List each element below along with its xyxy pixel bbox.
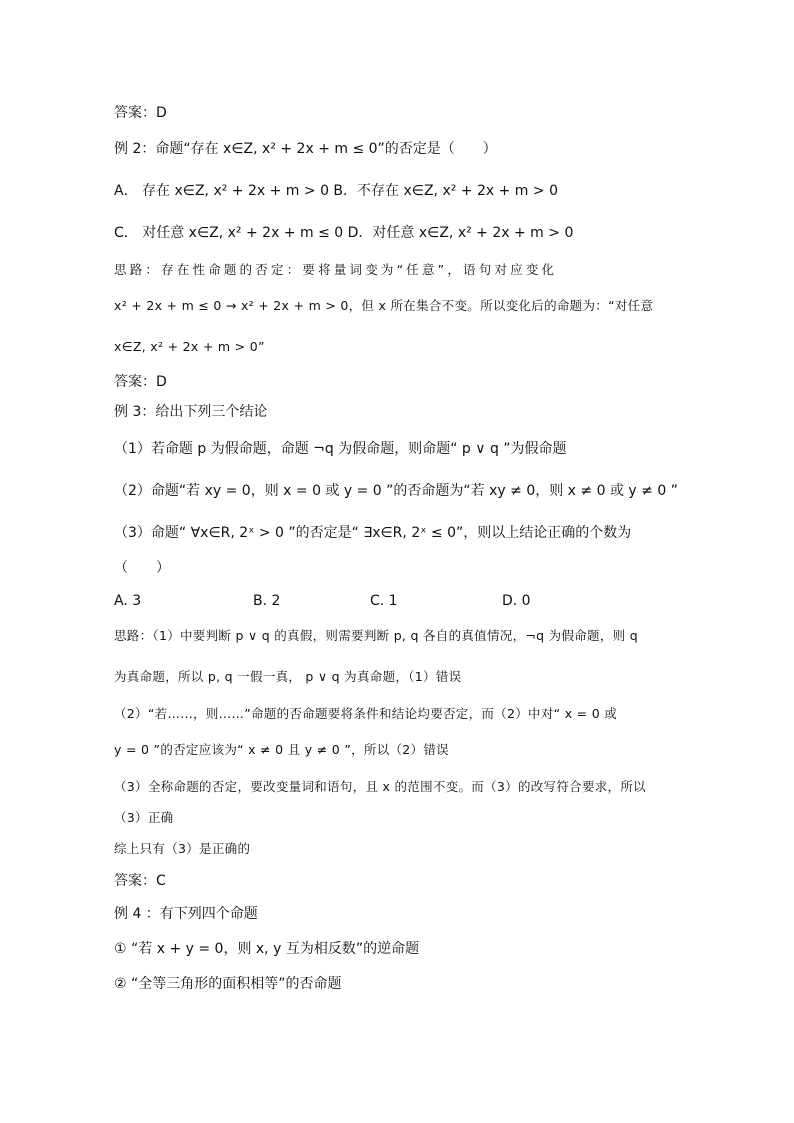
- example-3-thinking-line: 思路：（1）中要判断 p ∨ q 的真假，则需要判断 p, q 各自的真值情况，¬q 为假命题，则 q: [114, 628, 638, 643]
- example-3-thinking-line: （3）全称命题的否定，要改变量词和语句，且 x 的范围不变。而（3）的改写符合要求，所以: [114, 779, 646, 794]
- example-3-paren: （ ）: [114, 560, 170, 576]
- example-3-option-a: A. 3: [114, 593, 142, 609]
- example-2-thinking-line: x∈Z, x² + 2x + m > 0”: [114, 339, 265, 354]
- example-2-options-ab: A． 存在 x∈Z, x² + 2x + m > 0 B．不存在 x∈Z, x² + 2x + m > 0: [114, 183, 558, 199]
- example-3-thinking-line: y = 0 ”的否定应该为“ x ≠ 0 且 y ≠ 0 ”，所以（2）错误: [114, 742, 449, 757]
- example-3-title: 例 3：给出下列三个结论: [114, 404, 268, 420]
- answer-line: 答案：D: [114, 105, 167, 121]
- example-3-thinking-line: 综上只有（3）是正确的: [114, 841, 251, 856]
- example-3-option-d: D. 0: [502, 593, 531, 609]
- example-3-thinking-line: （2）“若……，则……”命题的否命题要将条件和结论均要否定，而（2）中对“ x = 0 或: [114, 706, 618, 721]
- example-3-thinking-line: （3）正确: [114, 810, 174, 825]
- example-2-thinking-line: x² + 2x + m ≤ 0 → x² + 2x + m > 0，但 x 所在集合不变。所以变化后的命题为：“对任意: [114, 298, 654, 313]
- example-4-item-1: ① “若 x + y = 0，则 x, y 互为相反数”的逆命题: [114, 941, 420, 957]
- example-4-title: 例 4 ：有下列四个命题: [114, 906, 258, 922]
- answer-line: 答案：C: [114, 873, 166, 889]
- example-2-options-cd: C． 对任意 x∈Z, x² + 2x + m ≤ 0 D．对任意 x∈Z, x² + 2x + m > 0: [114, 225, 574, 241]
- example-3-statement-2: （2）命题“若 xy = 0，则 x = 0 或 y = 0 ”的否命题为“若 xy ≠ 0，则 x ≠ 0 或 y ≠ 0 ”: [114, 483, 678, 499]
- example-3-option-b: B. 2: [253, 593, 281, 609]
- example-3-statement-1: （1）若命题 p 为假命题，命题 ¬q 为假命题，则命题“ p ∨ q ”为假命题: [114, 441, 567, 457]
- example-2-thinking-line: 思路：存在性命题的否定：要将量词变为“任意”，语句对应变化: [114, 262, 558, 277]
- example-3-thinking-line: 为真命题，所以 p, q 一假一真， p ∨ q 为真命题，（1）错误: [114, 669, 462, 684]
- example-4-item-2: ② “全等三角形的面积相等”的否命题: [114, 976, 342, 992]
- answer-line: 答案：D: [114, 374, 167, 390]
- example-2-question: 例 2：命题“存在 x∈Z, x² + 2x + m ≤ 0”的否定是（ ）: [114, 141, 497, 157]
- example-3-option-c: C. 1: [370, 593, 398, 609]
- example-3-statement-3: （3）命题“ ∀x∈R, 2ˣ > 0 ”的否定是“ ∃x∈R, 2ˣ ≤ 0”，则以上结论正确的个数为: [114, 525, 632, 541]
